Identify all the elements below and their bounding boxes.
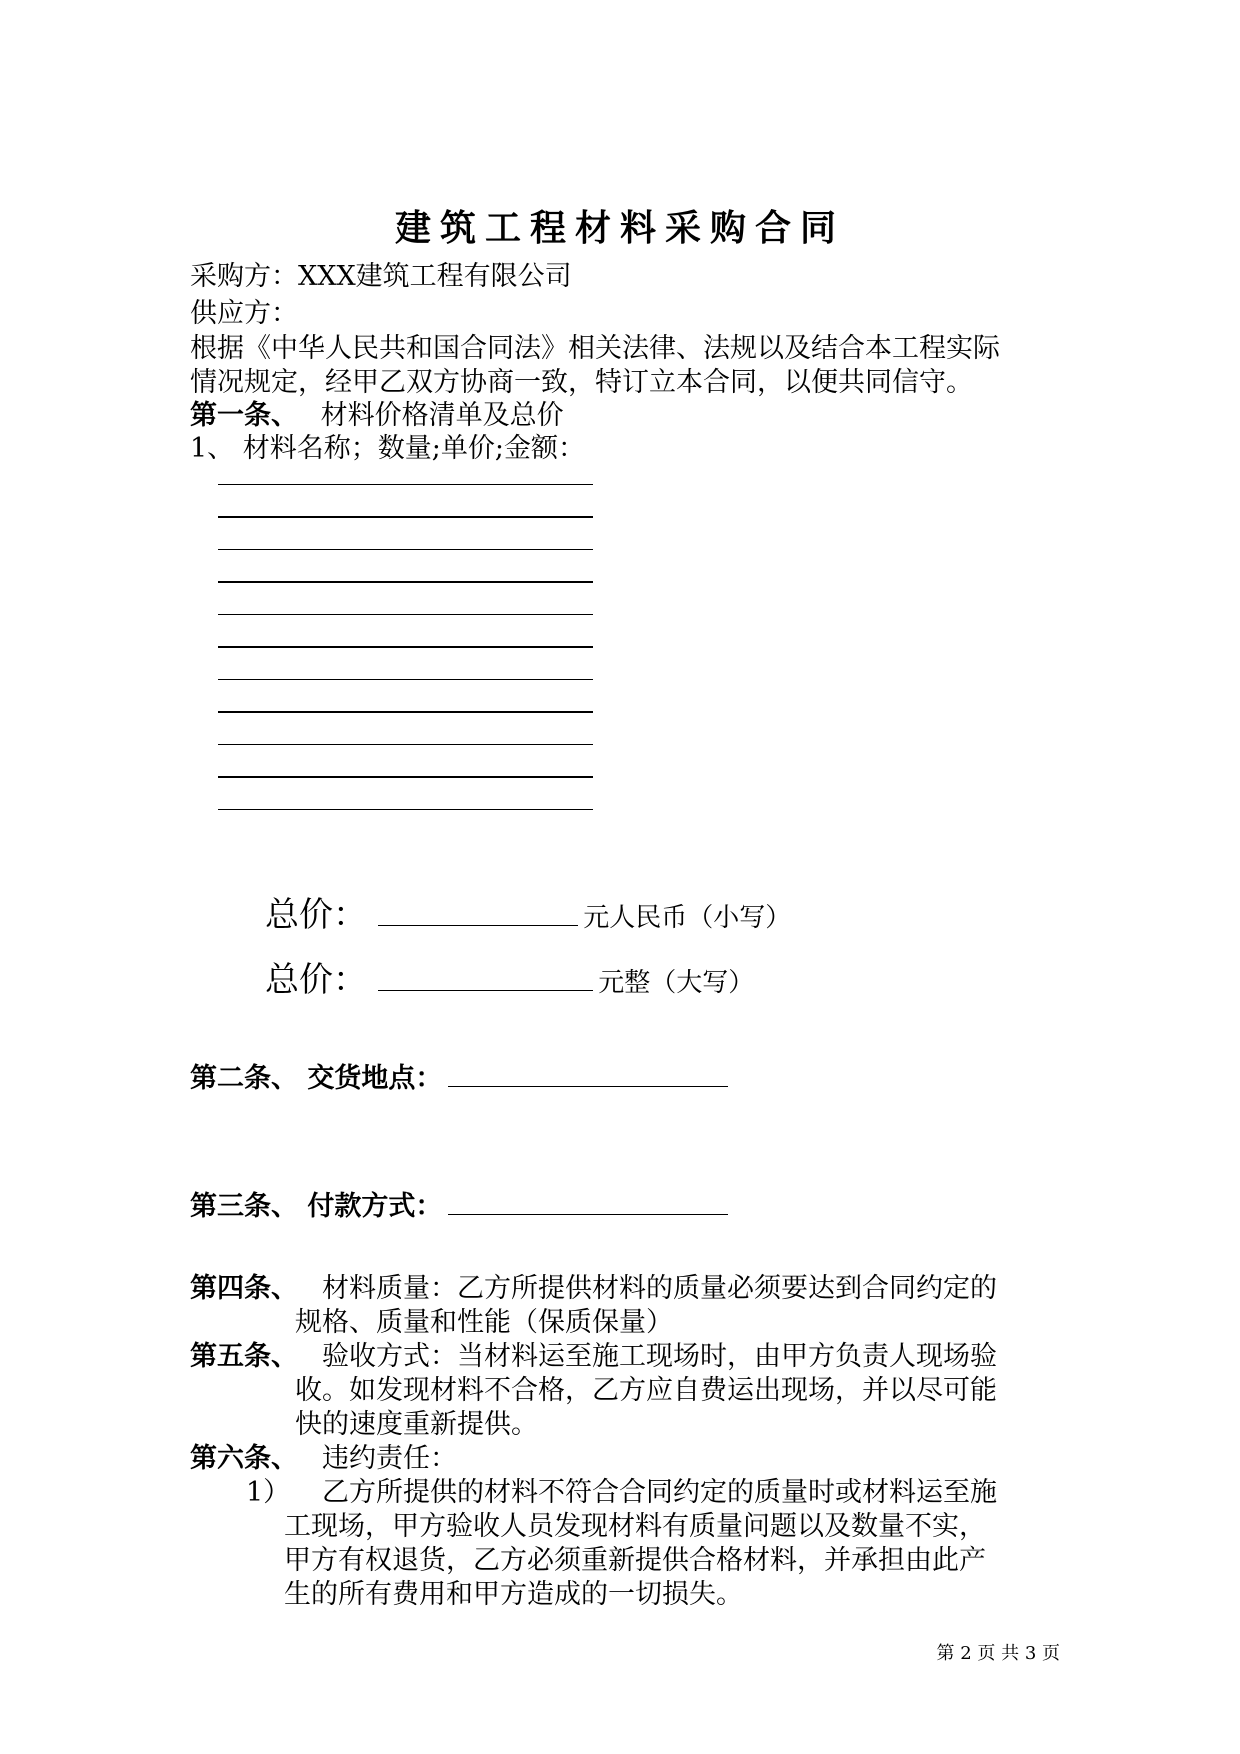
blank-rule [218,614,593,615]
total-uppercase-blank [378,989,593,991]
article-4-line-1: 材料质量：乙方所提供材料的质量必须要达到合同约定的 [322,1273,997,1304]
blank-rule [218,679,593,680]
blank-rule [218,549,593,550]
total-lowercase-blank [378,924,578,926]
blank-rule [218,581,593,583]
article-5-line-3: 快的速度重新提供。 [295,1409,538,1440]
blank-rule [218,809,593,810]
blank-rule [218,484,593,485]
purchaser-line: 采购方：XXX建筑工程有限公司 [190,261,572,292]
article-6-sub-line-3: 甲方有权退货，乙方必须重新提供合格材料，并承担由此产 [284,1545,986,1576]
article-6-text: 违约责任： [322,1443,457,1474]
delivery-location-blank [448,1085,728,1087]
blank-rule [218,744,593,745]
total-lowercase-suffix: 元人民币（小写） [583,903,792,933]
blank-rule [218,711,593,713]
article-6-sub-line-2: 工现场，甲方验收人员发现材料有质量问题以及数量不实， [284,1511,986,1542]
item-1-line: 1、 材料名称；数量;单价;金额： [190,433,585,464]
intro-line-1: 根据《中华人民共和国合同法》相关法律、法规以及结合本工程实际 [190,333,1000,364]
blank-rule [218,776,593,778]
article-1-label: 第一条、 [190,400,298,431]
article-6-sub-line-1: 乙方所提供的材料不符合合同约定的质量时或材料运至施 [322,1477,997,1508]
document-title: 建筑工程材料采购合同 [394,207,845,249]
payment-method-blank [448,1213,728,1215]
blank-rule [218,516,593,518]
article-5-line-1: 验收方式：当材料运至施工现场时，由甲方负责人现场验 [322,1341,997,1372]
article-1 [190,397,564,434]
article-4-label: 第四条、 [190,1273,298,1304]
total-uppercase-line [265,958,754,1002]
article-3-label: 第三条、 付款方式： [190,1191,443,1222]
article-6-sub-number: 1） [246,1477,291,1508]
article-5-label: 第五条、 [190,1341,298,1372]
total-label: 总价： [265,895,367,935]
article-2 [190,1060,728,1097]
total-label: 总价： [265,960,367,1000]
supplier-line: 供应方： [190,298,298,329]
article-6-label: 第六条、 [190,1443,298,1474]
article-4-line-2: 规格、质量和性能（保质保量） [295,1307,673,1338]
article-2-label: 第二条、 交货地点： [190,1063,443,1094]
blank-rule [218,646,593,648]
article-6-sub-line-4: 生的所有费用和甲方造成的一切损失。 [284,1579,743,1610]
total-lowercase-line [265,893,791,937]
total-uppercase-suffix: 元整（大写） [598,968,755,998]
article-1-text: 材料价格清单及总价 [320,400,564,431]
article-5-line-2: 收。如发现材料不合格，乙方应自费运出现场，并以尽可能 [295,1375,997,1406]
intro-line-2: 情况规定，经甲乙双方协商一致，特订立本合同，以便共同信守。 [190,367,973,398]
page-number-footer: 第 2 页 共 3 页 [936,1643,1060,1664]
article-3 [190,1188,728,1225]
